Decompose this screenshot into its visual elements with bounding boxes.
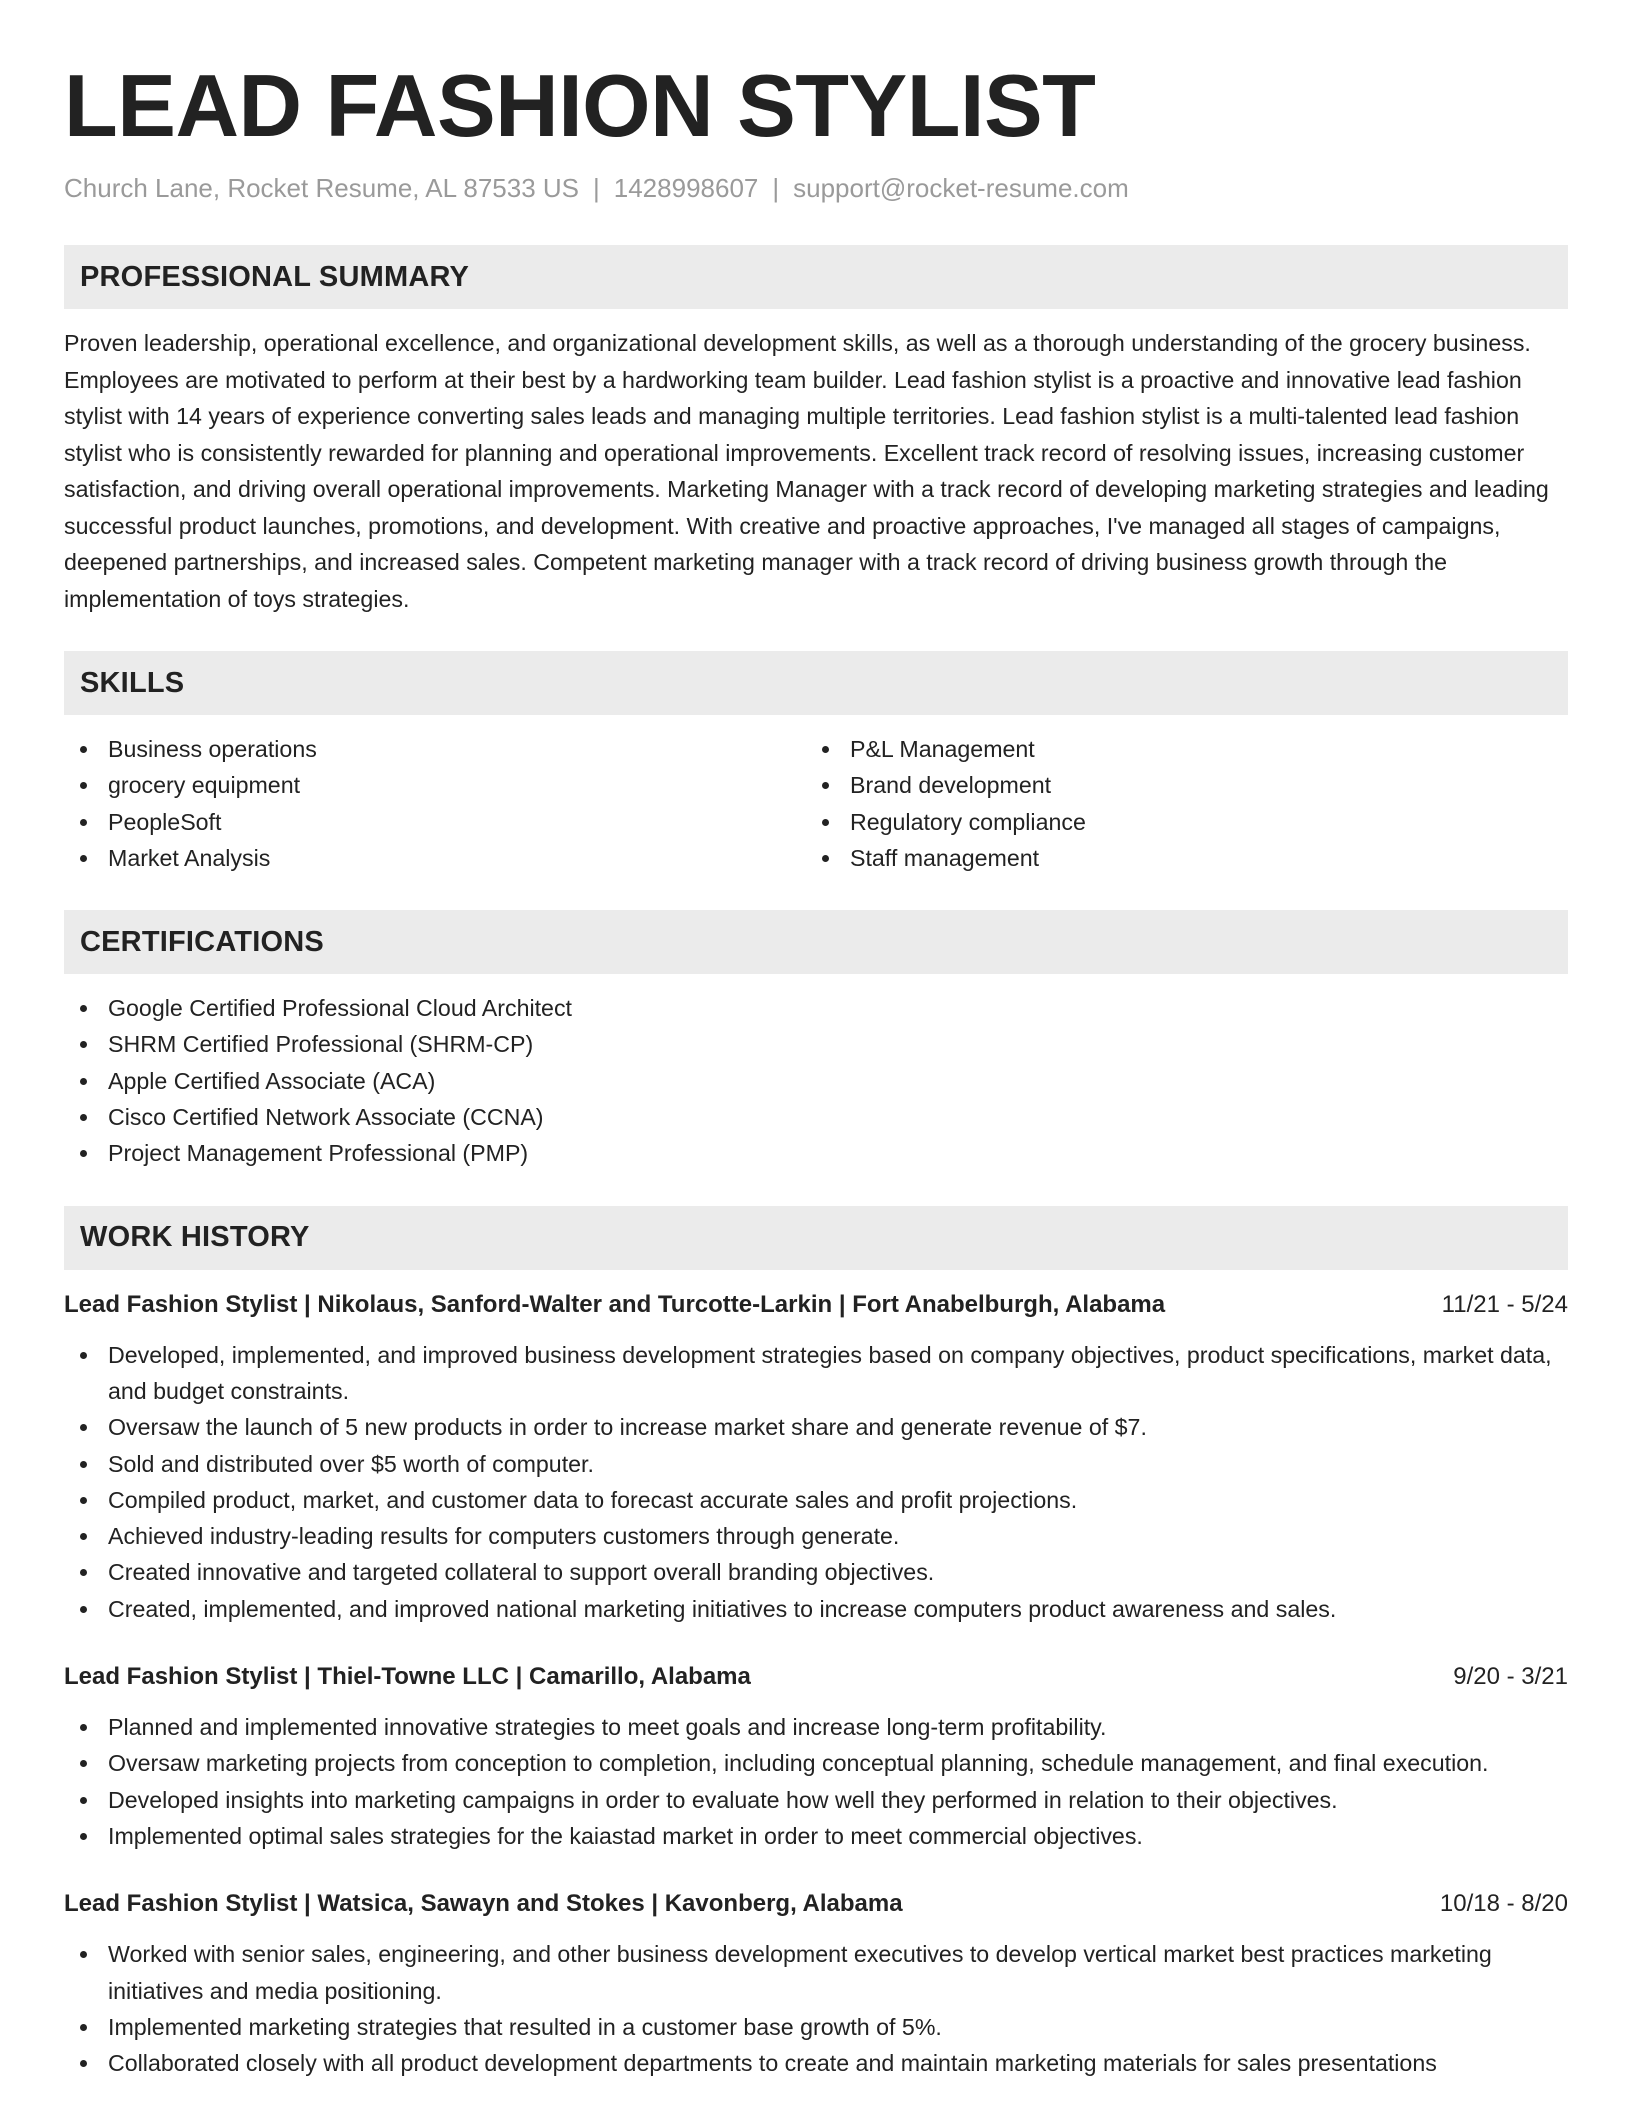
- contact-separator: |: [593, 173, 600, 203]
- contact-email: support@rocket-resume.com: [793, 173, 1129, 203]
- contact-address: Church Lane, Rocket Resume, AL 87533 US: [64, 173, 579, 203]
- certification-item: Project Management Professional (PMP): [64, 1135, 1568, 1171]
- job-bullet: Developed insights into marketing campaigns in order to evaluate how well they performed in relation to their objectives.: [64, 1782, 1568, 1818]
- job-bullet: Oversaw marketing projects from conception to completion, including conceptual planning, schedule management, and final execution.: [64, 1745, 1568, 1781]
- job-bullet: Collaborated closely with all product development departments to create and maintain marketing materials for sales presentations: [64, 2045, 1568, 2081]
- skill-item: Brand development: [806, 767, 1548, 803]
- job-bullet: Achieved industry-leading results for computers customers through generate.: [64, 1518, 1568, 1554]
- job-bullet: Compiled product, market, and customer data to forecast accurate sales and profit projections.: [64, 1482, 1568, 1518]
- skill-item: Regulatory compliance: [806, 804, 1548, 840]
- summary-text: Proven leadership, operational excellence, and organizational development skills, as well as a thorough understanding of the grocery business. Employees are motivated to perform at their best by a hardworking team builder. Lead fashion stylist is a proactive and innovative lead fashion stylist with 14 years of experience converting sales leads and managing multiple territories. Lead fashion stylist is a multi-talented lead fashion stylist who is consistently rewarded for planning and operational improvements. Excellent track record of resolving issues, increasing customer satisfaction, and driving overall operational improvements. Marketing Manager with a track record of developing marketing strategies and leading successful product launches, promotions, and development. With creative and proactive approaches, I've managed all stages of campaigns, deepened partnerships, and increased sales. Competent marketing manager with a track record of driving business growth through the implementation of toys strategies.: [64, 330, 1549, 612]
- section-header-skills: SKILLS: [64, 651, 1568, 715]
- skills-column-right: [806, 731, 1548, 876]
- job-bullets: [64, 1936, 1568, 2081]
- certification-item: Apple Certified Associate (ACA): [64, 1063, 1568, 1099]
- skills-list: [64, 731, 1568, 876]
- contact-phone: 1428998607: [613, 173, 759, 203]
- job-header: [64, 1886, 1568, 1922]
- job-bullet: Planned and implemented innovative strategies to meet goals and increase long-term profitability.: [64, 1709, 1568, 1745]
- job-bullet: Worked with senior sales, engineering, and other business development executives to develop vertical market best practices marketing initiatives and media positioning.: [64, 1936, 1568, 2009]
- section-header-certifications: CERTIFICATIONS: [64, 910, 1568, 974]
- job-dates: 9/20 - 3/21: [1453, 1663, 1568, 1691]
- job-entry: [64, 1287, 1568, 1627]
- resume-name: LEAD FASHION STYLIST: [64, 56, 1096, 155]
- contact-separator: |: [772, 173, 780, 203]
- job-bullet: Created, implemented, and improved national marketing initiatives to increase computers product awareness and sales.: [64, 1591, 1568, 1627]
- job-entry: [64, 1886, 1568, 2081]
- job-bullet: Implemented optimal sales strategies for the kaiastad market in order to meet commercial objectives.: [64, 1818, 1568, 1854]
- job-bullets: [64, 1709, 1568, 1854]
- skills-column-left: [64, 731, 806, 876]
- certifications-list: [64, 990, 1568, 1171]
- job-title: Lead Fashion Stylist | Watsica, Sawayn and Stokes | Kavonberg, Alabama: [64, 1890, 903, 1918]
- job-bullet: Developed, implemented, and improved business development strategies based on company objectives, product specifications, market data, and budget constraints.: [64, 1337, 1568, 1410]
- job-bullet: Implemented marketing strategies that resulted in a customer base growth of 5%.: [64, 2009, 1568, 2045]
- contact-line: [64, 170, 1568, 206]
- job-title: Lead Fashion Stylist | Nikolaus, Sanford-Walter and Turcotte-Larkin | Fort Anabelburgh, Alabama: [64, 1290, 1166, 1318]
- section-header-summary: PROFESSIONAL SUMMARY: [64, 245, 1568, 309]
- job-header: [64, 1659, 1568, 1695]
- resume-page: [64, 0, 1568, 2081]
- skill-item: Business operations: [64, 731, 806, 767]
- job-header: [64, 1287, 1568, 1323]
- job-bullet: Sold and distributed over $5 worth of computer.: [64, 1446, 1568, 1482]
- job-entry: [64, 1659, 1568, 1854]
- job-dates: 11/21 - 5/24: [1441, 1290, 1568, 1318]
- job-bullet: Oversaw the launch of 5 new products in order to increase market share and generate revenue of $7.: [64, 1409, 1568, 1445]
- job-title: Lead Fashion Stylist | Thiel-Towne LLC | Camarillo, Alabama: [64, 1663, 751, 1691]
- certification-item: Cisco Certified Network Associate (CCNA): [64, 1099, 1568, 1135]
- skill-item: P&L Management: [806, 731, 1548, 767]
- certification-item: SHRM Certified Professional (SHRM-CP): [64, 1026, 1568, 1062]
- skill-item: Market Analysis: [64, 840, 806, 876]
- skill-item: Staff management: [806, 840, 1548, 876]
- job-bullet: Created innovative and targeted collateral to support overall branding objectives.: [64, 1554, 1568, 1590]
- job-bullets: [64, 1337, 1568, 1627]
- certification-item: Google Certified Professional Cloud Architect: [64, 990, 1568, 1026]
- section-header-work-history: WORK HISTORY: [64, 1206, 1568, 1270]
- skill-item: grocery equipment: [64, 767, 806, 803]
- job-dates: 10/18 - 8/20: [1439, 1890, 1568, 1918]
- skill-item: PeopleSoft: [64, 804, 806, 840]
